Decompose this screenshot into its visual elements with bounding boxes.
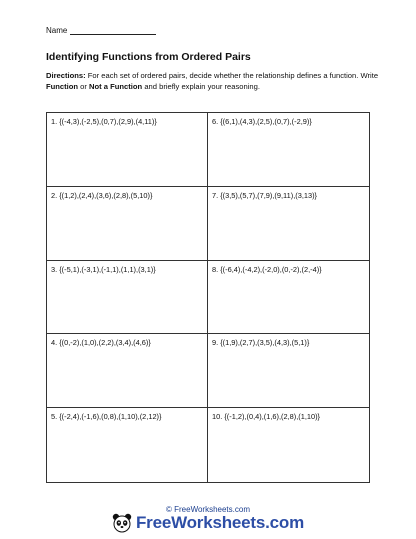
directions-text-3: and briefly explain your reasoning. — [142, 82, 260, 91]
problem-6: 6. {(6,1),(4,3),(2,5),(0,7),(-2,9)} — [208, 113, 369, 187]
worksheet-title: Identifying Functions from Ordered Pairs — [46, 51, 251, 63]
name-label: Name — [46, 26, 68, 35]
footer-logo[interactable] — [0, 513, 416, 533]
directions — [46, 70, 381, 92]
name-blank-line[interactable] — [70, 25, 156, 35]
footer-copyright[interactable]: © FreeWorksheets.com — [166, 505, 250, 514]
keyword-function: Function — [46, 82, 79, 91]
directions-label: Directions: — [46, 71, 86, 80]
problem-2: 2. {(1,2),(2,4),(3,6),(2,8),(5,10)} — [47, 187, 208, 261]
problem-3: 3. {(-5,1),(-3,1),(-1,1),(1,1),(3,1)} — [47, 261, 208, 335]
problem-5: 5. {(-2,4),(-1,6),(0,8),(1,10),(2,12)} — [47, 408, 208, 482]
keyword-not-function: Not a Function — [89, 82, 143, 91]
directions-text-1: For each set of ordered pairs, decide whether the relationship defines a function. Write — [85, 71, 379, 80]
problem-grid — [46, 112, 370, 483]
panda-icon — [112, 513, 132, 533]
directions-text-2: or — [78, 82, 90, 91]
name-row — [46, 25, 156, 35]
problem-7: 7. {(3,5),(5,7),(7,9),(9,11),(3,13)} — [208, 187, 369, 261]
problem-4: 4. {(0,-2),(1,0),(2,2),(3,4),(4,6)} — [47, 334, 208, 408]
problem-8: 8. {(-6,4),(-4,2),(-2,0),(0,-2),(2,-4)} — [208, 261, 369, 335]
logo-text: FreeWorksheets.com — [135, 513, 305, 532]
problem-9: 9. {(1,9),(2,7),(3,5),(4,3),(5,1)} — [208, 334, 369, 408]
problem-10: 10. {(-1,2),(0,4),(1,6),(2,8),(1,10)} — [212, 412, 321, 422]
problem-1: 1. {(-4,3),(-2,5),(0,7),(2,9),(4,11)} — [47, 113, 208, 187]
